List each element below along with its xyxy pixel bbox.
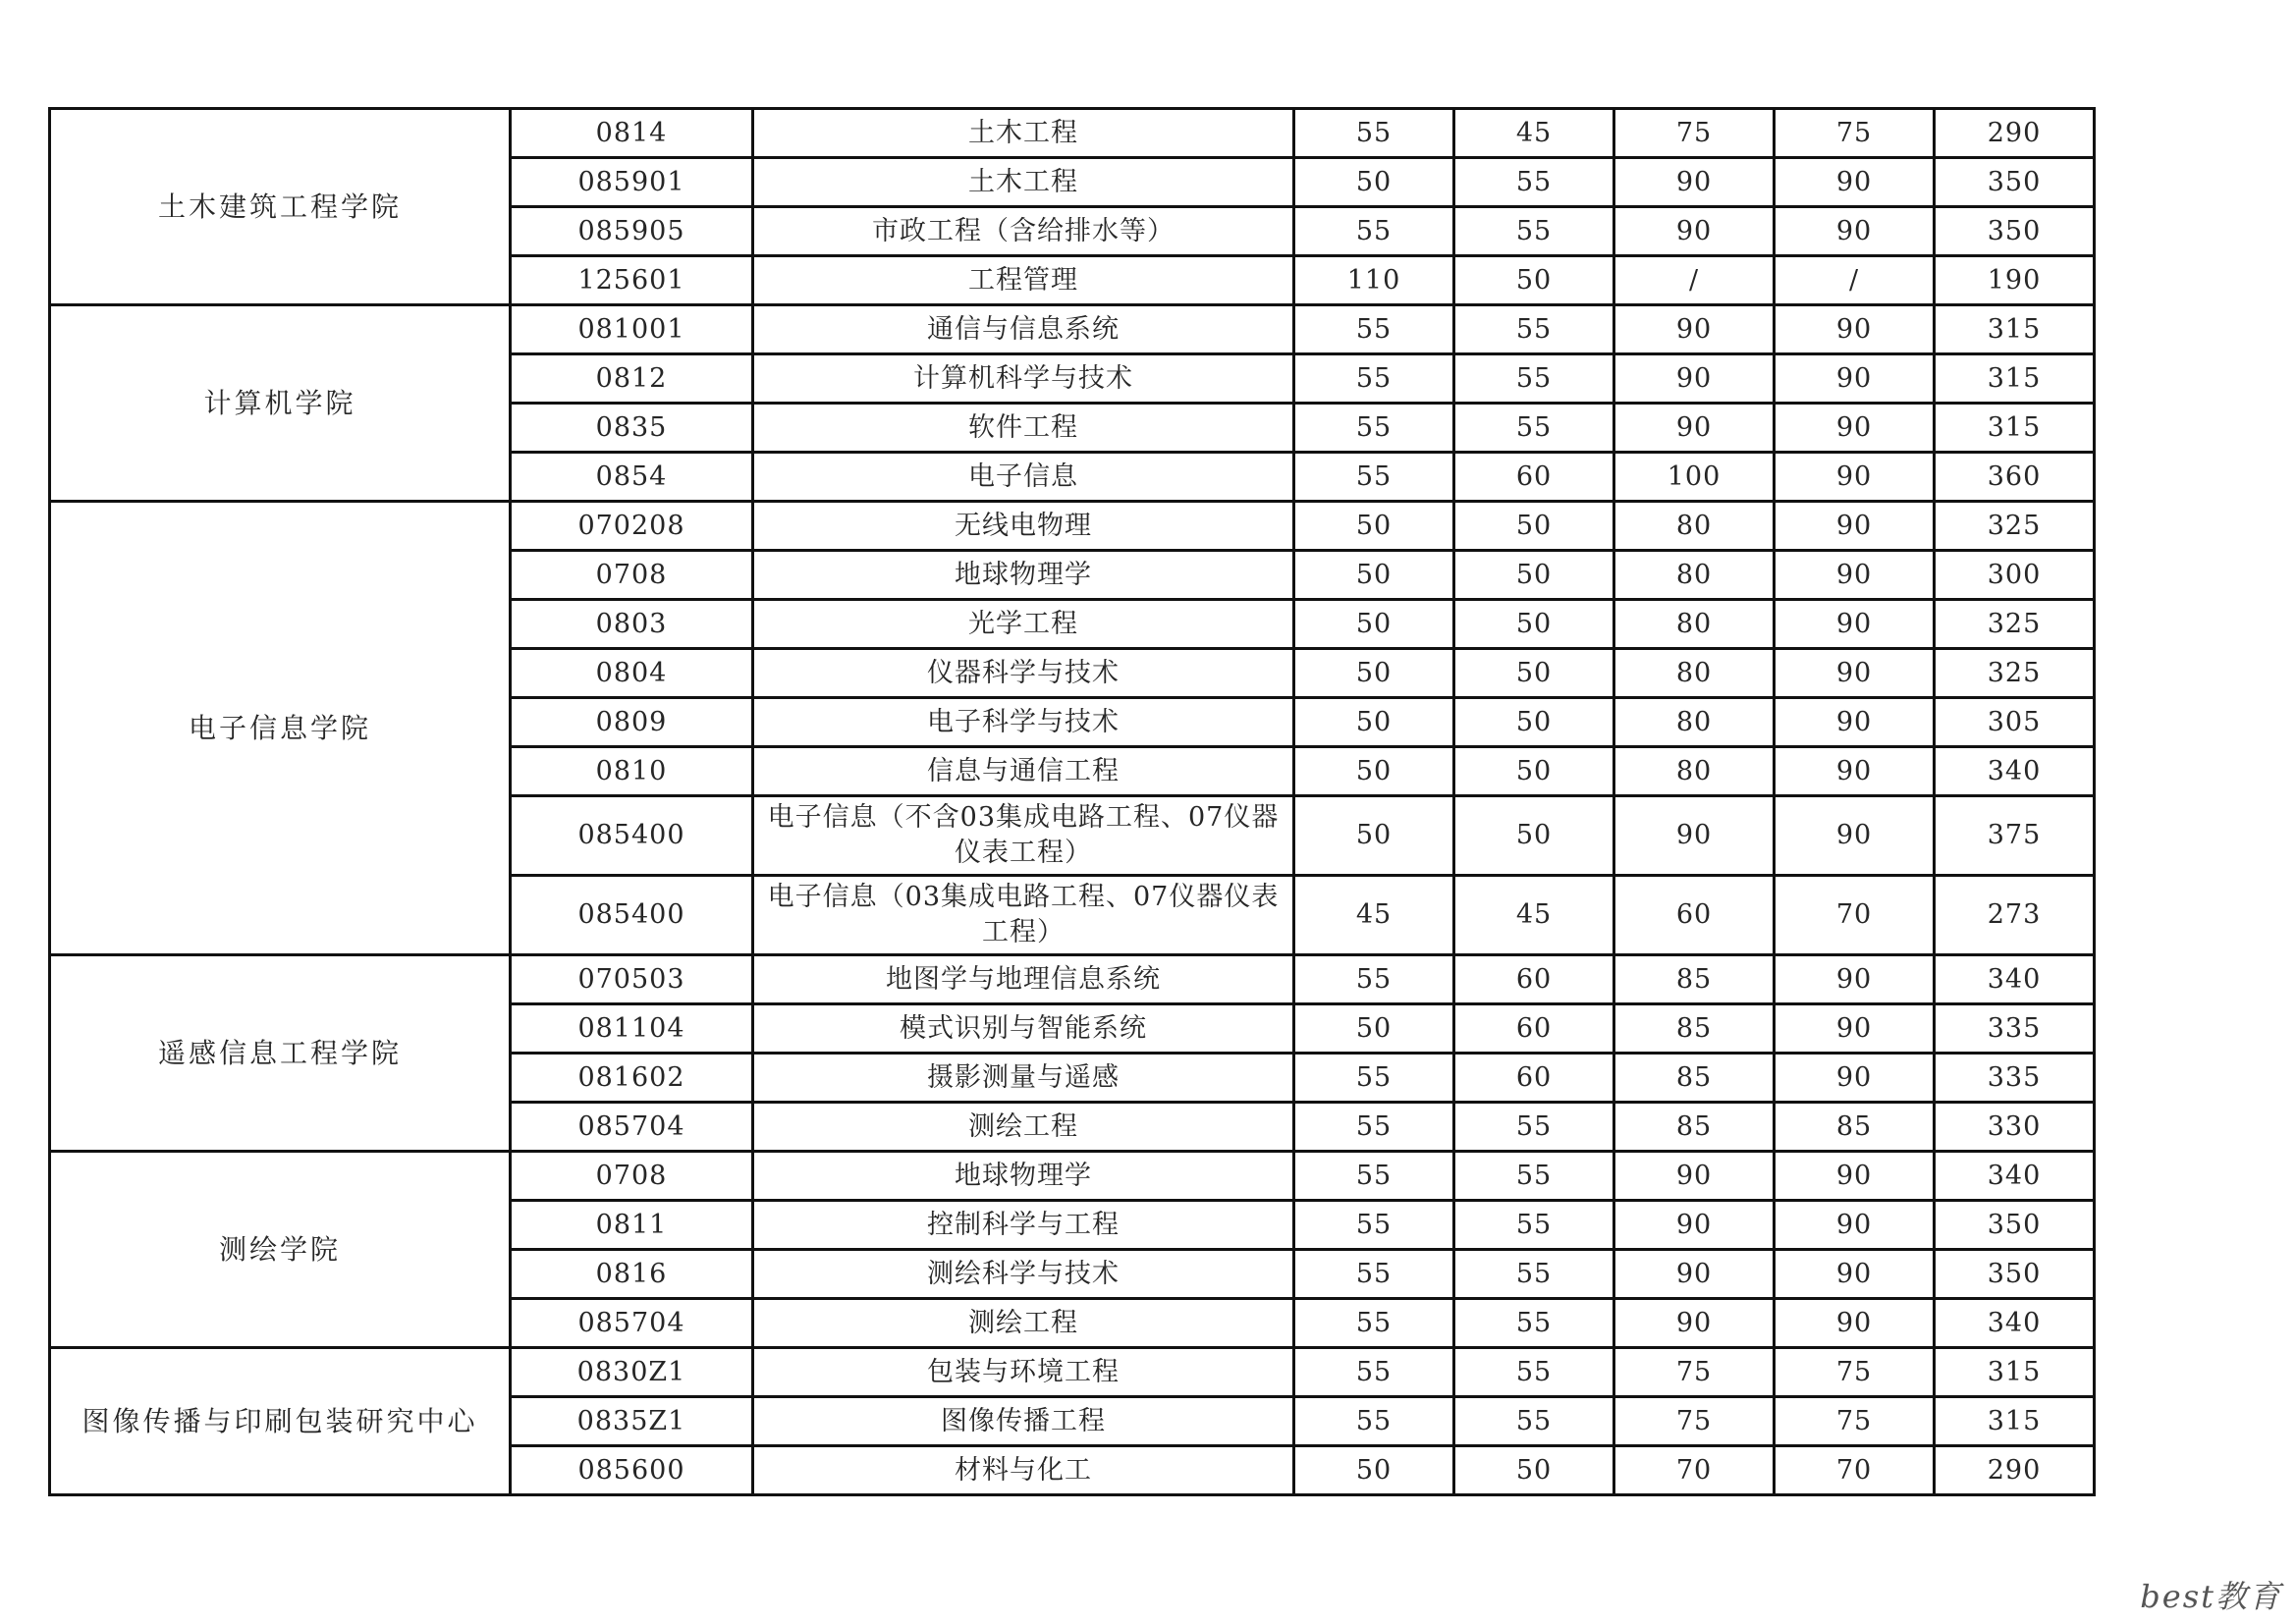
major-cell: 包装与环境工程 xyxy=(753,1348,1294,1397)
major-cell: 软件工程 xyxy=(753,404,1294,453)
score4-cell: 90 xyxy=(1775,158,1935,207)
code-cell: 085704 xyxy=(511,1103,753,1152)
score4-cell: 90 xyxy=(1775,796,1935,876)
score1-cell: 55 xyxy=(1294,1299,1454,1348)
table-row xyxy=(50,1348,2095,1397)
major-cell: 测绘科学与技术 xyxy=(753,1250,1294,1299)
total-score-cell: 360 xyxy=(1935,453,2095,502)
score1-cell: 50 xyxy=(1294,796,1454,876)
score2-cell: 60 xyxy=(1454,1054,1614,1103)
score4-cell: 75 xyxy=(1775,1348,1935,1397)
score3-cell: 80 xyxy=(1614,551,1775,600)
total-score-cell: 325 xyxy=(1935,502,2095,551)
score1-cell: 55 xyxy=(1294,1054,1454,1103)
score3-cell: 90 xyxy=(1614,305,1775,354)
score4-cell: 90 xyxy=(1775,649,1935,698)
score4-cell: 90 xyxy=(1775,1004,1935,1054)
score4-cell: 90 xyxy=(1775,747,1935,796)
major-cell: 图像传播工程 xyxy=(753,1397,1294,1446)
major-cell: 计算机科学与技术 xyxy=(753,354,1294,404)
code-cell: 085400 xyxy=(511,796,753,876)
score2-cell: 55 xyxy=(1454,1103,1614,1152)
code-cell: 0835 xyxy=(511,404,753,453)
score3-cell: 80 xyxy=(1614,600,1775,649)
college-cell: 图像传播与印刷包装研究中心 xyxy=(50,1348,511,1495)
code-cell: 085901 xyxy=(511,158,753,207)
code-cell: 125601 xyxy=(511,256,753,305)
major-cell: 材料与化工 xyxy=(753,1446,1294,1495)
score-table xyxy=(48,107,2096,1496)
score2-cell: 60 xyxy=(1454,453,1614,502)
score3-cell: 90 xyxy=(1614,1201,1775,1250)
score1-cell: 55 xyxy=(1294,1152,1454,1201)
college-cell: 计算机学院 xyxy=(50,305,511,502)
code-cell: 085905 xyxy=(511,207,753,256)
total-score-cell: 335 xyxy=(1935,1054,2095,1103)
major-cell: 地球物理学 xyxy=(753,1152,1294,1201)
score2-cell: 55 xyxy=(1454,207,1614,256)
score4-cell: 90 xyxy=(1775,354,1935,404)
score4-cell: 70 xyxy=(1775,1446,1935,1495)
score2-cell: 60 xyxy=(1454,1004,1614,1054)
code-cell: 0708 xyxy=(511,1152,753,1201)
college-cell: 土木建筑工程学院 xyxy=(50,109,511,305)
major-cell: 测绘工程 xyxy=(753,1299,1294,1348)
score3-cell: 75 xyxy=(1614,1348,1775,1397)
table-body xyxy=(50,109,2095,1495)
score1-cell: 55 xyxy=(1294,453,1454,502)
score1-cell: 50 xyxy=(1294,158,1454,207)
major-cell: 土木工程 xyxy=(753,109,1294,158)
code-cell: 0814 xyxy=(511,109,753,158)
score1-cell: 55 xyxy=(1294,1250,1454,1299)
major-cell: 市政工程（含给排水等） xyxy=(753,207,1294,256)
score4-cell: 90 xyxy=(1775,453,1935,502)
score4-cell: 90 xyxy=(1775,1299,1935,1348)
score1-cell: 55 xyxy=(1294,109,1454,158)
score2-cell: 50 xyxy=(1454,649,1614,698)
score2-cell: 50 xyxy=(1454,698,1614,747)
score2-cell: 55 xyxy=(1454,404,1614,453)
total-score-cell: 315 xyxy=(1935,1397,2095,1446)
score1-cell: 110 xyxy=(1294,256,1454,305)
score2-cell: 55 xyxy=(1454,1152,1614,1201)
code-cell: 085400 xyxy=(511,876,753,955)
score2-cell: 55 xyxy=(1454,158,1614,207)
major-cell: 电子信息 xyxy=(753,453,1294,502)
major-cell: 测绘工程 xyxy=(753,1103,1294,1152)
total-score-cell: 375 xyxy=(1935,796,2095,876)
code-cell: 085600 xyxy=(511,1446,753,1495)
table-row xyxy=(50,305,2095,354)
score2-cell: 50 xyxy=(1454,747,1614,796)
score2-cell: 45 xyxy=(1454,109,1614,158)
score3-cell: 90 xyxy=(1614,354,1775,404)
score1-cell: 50 xyxy=(1294,1446,1454,1495)
score1-cell: 50 xyxy=(1294,502,1454,551)
score4-cell: 75 xyxy=(1775,1397,1935,1446)
score3-cell: 70 xyxy=(1614,1446,1775,1495)
total-score-cell: 325 xyxy=(1935,649,2095,698)
score4-cell: 70 xyxy=(1775,876,1935,955)
score3-cell: 80 xyxy=(1614,649,1775,698)
score1-cell: 55 xyxy=(1294,207,1454,256)
score4-cell: 90 xyxy=(1775,1250,1935,1299)
score4-cell: 75 xyxy=(1775,109,1935,158)
total-score-cell: 350 xyxy=(1935,207,2095,256)
score1-cell: 45 xyxy=(1294,876,1454,955)
code-cell: 0812 xyxy=(511,354,753,404)
score3-cell: 90 xyxy=(1614,404,1775,453)
score1-cell: 55 xyxy=(1294,955,1454,1004)
major-cell: 仪器科学与技术 xyxy=(753,649,1294,698)
major-cell: 控制科学与工程 xyxy=(753,1201,1294,1250)
score3-cell: 90 xyxy=(1614,796,1775,876)
major-cell: 信息与通信工程 xyxy=(753,747,1294,796)
college-cell: 测绘学院 xyxy=(50,1152,511,1348)
score2-cell: 50 xyxy=(1454,502,1614,551)
college-cell: 电子信息学院 xyxy=(50,502,511,955)
score4-cell: / xyxy=(1775,256,1935,305)
total-score-cell: 350 xyxy=(1935,1250,2095,1299)
score3-cell: 75 xyxy=(1614,1397,1775,1446)
major-cell: 工程管理 xyxy=(753,256,1294,305)
score2-cell: 55 xyxy=(1454,305,1614,354)
code-cell: 085704 xyxy=(511,1299,753,1348)
total-score-cell: 190 xyxy=(1935,256,2095,305)
total-score-cell: 315 xyxy=(1935,354,2095,404)
score1-cell: 55 xyxy=(1294,1397,1454,1446)
score3-cell: 85 xyxy=(1614,1103,1775,1152)
code-cell: 081602 xyxy=(511,1054,753,1103)
score4-cell: 90 xyxy=(1775,404,1935,453)
score3-cell: / xyxy=(1614,256,1775,305)
score4-cell: 90 xyxy=(1775,502,1935,551)
score4-cell: 90 xyxy=(1775,551,1935,600)
score1-cell: 55 xyxy=(1294,1201,1454,1250)
score3-cell: 90 xyxy=(1614,1250,1775,1299)
table-row xyxy=(50,502,2095,551)
score1-cell: 55 xyxy=(1294,354,1454,404)
score1-cell: 50 xyxy=(1294,1004,1454,1054)
score1-cell: 50 xyxy=(1294,649,1454,698)
total-score-cell: 290 xyxy=(1935,109,2095,158)
score4-cell: 90 xyxy=(1775,305,1935,354)
college-cell: 遥感信息工程学院 xyxy=(50,955,511,1152)
code-cell: 0835Z1 xyxy=(511,1397,753,1446)
total-score-cell: 315 xyxy=(1935,404,2095,453)
code-cell: 0830Z1 xyxy=(511,1348,753,1397)
score3-cell: 100 xyxy=(1614,453,1775,502)
score3-cell: 85 xyxy=(1614,1054,1775,1103)
code-cell: 081104 xyxy=(511,1004,753,1054)
watermark: best教育 xyxy=(2140,1578,2282,1615)
total-score-cell: 330 xyxy=(1935,1103,2095,1152)
total-score-cell: 340 xyxy=(1935,955,2095,1004)
total-score-cell: 340 xyxy=(1935,747,2095,796)
score2-cell: 50 xyxy=(1454,796,1614,876)
score3-cell: 80 xyxy=(1614,502,1775,551)
major-cell: 电子信息（不含03集成电路工程、07仪器仪表工程） xyxy=(753,796,1294,876)
total-score-cell: 340 xyxy=(1935,1152,2095,1201)
score2-cell: 60 xyxy=(1454,955,1614,1004)
score1-cell: 50 xyxy=(1294,600,1454,649)
table-row xyxy=(50,1152,2095,1201)
total-score-cell: 340 xyxy=(1935,1299,2095,1348)
total-score-cell: 350 xyxy=(1935,1201,2095,1250)
code-cell: 0854 xyxy=(511,453,753,502)
score2-cell: 55 xyxy=(1454,1299,1614,1348)
score1-cell: 55 xyxy=(1294,1103,1454,1152)
score3-cell: 75 xyxy=(1614,109,1775,158)
major-cell: 土木工程 xyxy=(753,158,1294,207)
score4-cell: 90 xyxy=(1775,955,1935,1004)
score2-cell: 55 xyxy=(1454,354,1614,404)
score4-cell: 90 xyxy=(1775,600,1935,649)
total-score-cell: 300 xyxy=(1935,551,2095,600)
score3-cell: 90 xyxy=(1614,1152,1775,1201)
score1-cell: 50 xyxy=(1294,698,1454,747)
total-score-cell: 315 xyxy=(1935,1348,2095,1397)
score2-cell: 55 xyxy=(1454,1348,1614,1397)
score4-cell: 85 xyxy=(1775,1103,1935,1152)
code-cell: 070503 xyxy=(511,955,753,1004)
score2-cell: 55 xyxy=(1454,1250,1614,1299)
score3-cell: 80 xyxy=(1614,747,1775,796)
total-score-cell: 335 xyxy=(1935,1004,2095,1054)
code-cell: 0809 xyxy=(511,698,753,747)
score3-cell: 80 xyxy=(1614,698,1775,747)
major-cell: 模式识别与智能系统 xyxy=(753,1004,1294,1054)
major-cell: 地图学与地理信息系统 xyxy=(753,955,1294,1004)
score3-cell: 90 xyxy=(1614,158,1775,207)
score1-cell: 55 xyxy=(1294,305,1454,354)
total-score-cell: 325 xyxy=(1935,600,2095,649)
code-cell: 081001 xyxy=(511,305,753,354)
score2-cell: 50 xyxy=(1454,256,1614,305)
major-cell: 地球物理学 xyxy=(753,551,1294,600)
table-row xyxy=(50,955,2095,1004)
total-score-cell: 350 xyxy=(1935,158,2095,207)
score2-cell: 50 xyxy=(1454,1446,1614,1495)
total-score-cell: 315 xyxy=(1935,305,2095,354)
score2-cell: 55 xyxy=(1454,1201,1614,1250)
code-cell: 0803 xyxy=(511,600,753,649)
score3-cell: 60 xyxy=(1614,876,1775,955)
code-cell: 0810 xyxy=(511,747,753,796)
table-row xyxy=(50,109,2095,158)
code-cell: 0816 xyxy=(511,1250,753,1299)
score2-cell: 50 xyxy=(1454,600,1614,649)
score1-cell: 55 xyxy=(1294,404,1454,453)
major-cell: 通信与信息系统 xyxy=(753,305,1294,354)
major-cell: 电子信息（03集成电路工程、07仪器仪表工程） xyxy=(753,876,1294,955)
score4-cell: 90 xyxy=(1775,1152,1935,1201)
score2-cell: 55 xyxy=(1454,1397,1614,1446)
total-score-cell: 273 xyxy=(1935,876,2095,955)
score1-cell: 50 xyxy=(1294,747,1454,796)
major-cell: 光学工程 xyxy=(753,600,1294,649)
score4-cell: 90 xyxy=(1775,698,1935,747)
score2-cell: 50 xyxy=(1454,551,1614,600)
code-cell: 0708 xyxy=(511,551,753,600)
score2-cell: 45 xyxy=(1454,876,1614,955)
code-cell: 0811 xyxy=(511,1201,753,1250)
code-cell: 070208 xyxy=(511,502,753,551)
score3-cell: 90 xyxy=(1614,207,1775,256)
score1-cell: 55 xyxy=(1294,1348,1454,1397)
total-score-cell: 305 xyxy=(1935,698,2095,747)
score3-cell: 85 xyxy=(1614,1004,1775,1054)
major-cell: 电子科学与技术 xyxy=(753,698,1294,747)
score3-cell: 85 xyxy=(1614,955,1775,1004)
score4-cell: 90 xyxy=(1775,207,1935,256)
score1-cell: 50 xyxy=(1294,551,1454,600)
major-cell: 无线电物理 xyxy=(753,502,1294,551)
score3-cell: 90 xyxy=(1614,1299,1775,1348)
score4-cell: 90 xyxy=(1775,1201,1935,1250)
code-cell: 0804 xyxy=(511,649,753,698)
total-score-cell: 290 xyxy=(1935,1446,2095,1495)
score4-cell: 90 xyxy=(1775,1054,1935,1103)
major-cell: 摄影测量与遥感 xyxy=(753,1054,1294,1103)
